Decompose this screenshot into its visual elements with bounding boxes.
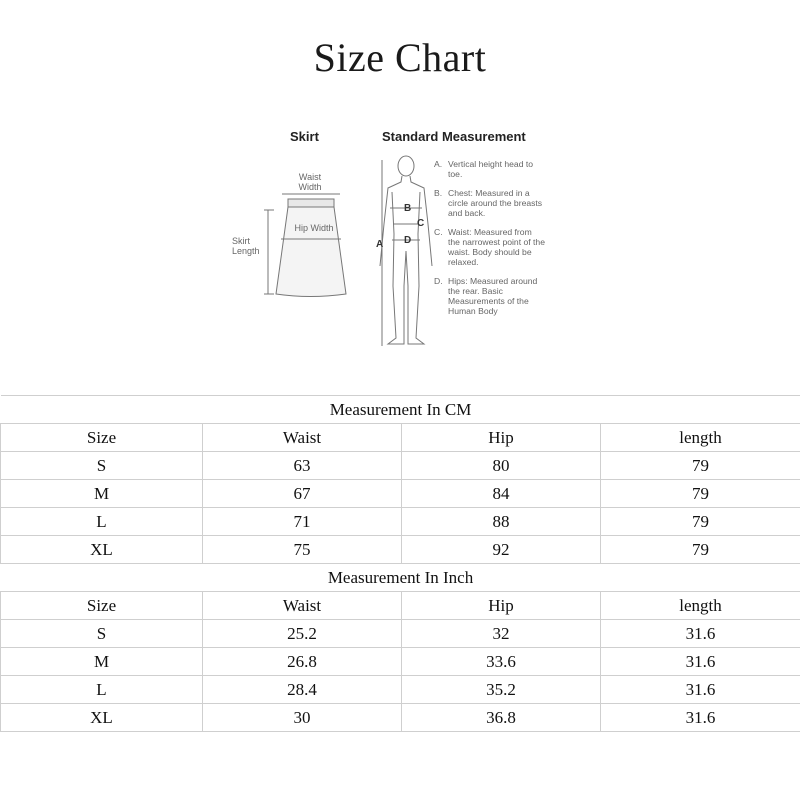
size-cell: XL — [1, 704, 203, 732]
length-cell: 31.6 — [601, 676, 800, 704]
skirt-body-shape — [276, 207, 346, 297]
table-row — [1, 620, 800, 648]
header-length: length — [601, 592, 800, 620]
waist-cell: 63 — [203, 452, 402, 480]
table-row — [1, 676, 800, 704]
header-waist: Waist — [203, 424, 402, 452]
size-tables — [0, 395, 800, 732]
size-cell: XL — [1, 536, 203, 564]
waist-cell: 67 — [203, 480, 402, 508]
letter-d: D — [404, 235, 412, 246]
waist-cell: 30 — [203, 704, 402, 732]
size-cell: S — [1, 452, 203, 480]
skirt-waistband-shape — [288, 199, 334, 207]
measurement-notes — [434, 159, 546, 325]
table-row — [1, 648, 800, 676]
waist-width-label: Waist Width — [298, 172, 322, 192]
letter-a: A — [376, 239, 384, 250]
standard-measurement-heading: Standard Measurement — [382, 129, 526, 144]
skirt-heading: Skirt — [290, 129, 319, 144]
letter-b: B — [404, 203, 412, 214]
header-size: Size — [1, 424, 203, 452]
hip-cell: 92 — [402, 536, 601, 564]
hip-cell: 33.6 — [402, 648, 601, 676]
size-cell: M — [1, 480, 203, 508]
hip-cell: 35.2 — [402, 676, 601, 704]
hip-cell: 36.8 — [402, 704, 601, 732]
letter-c: C — [417, 218, 425, 229]
note-b: B. Chest: Measured in a circle around the breasts and back. — [434, 188, 543, 218]
human-figure-shape — [380, 156, 432, 346]
length-cell: 79 — [601, 480, 800, 508]
measurement-diagram — [228, 126, 548, 354]
size-cell: L — [1, 676, 203, 704]
inch-header-row — [1, 592, 800, 620]
size-cell: S — [1, 620, 203, 648]
table-row — [1, 452, 800, 480]
table-row — [1, 704, 800, 732]
waist-cell: 28.4 — [203, 676, 402, 704]
waist-cell: 75 — [203, 536, 402, 564]
skirt-length-label: Skirt Length — [232, 236, 260, 256]
waist-cell: 26.8 — [203, 648, 402, 676]
length-cell: 31.6 — [601, 620, 800, 648]
waist-cell: 71 — [203, 508, 402, 536]
size-cell: L — [1, 508, 203, 536]
hip-cell: 80 — [402, 452, 601, 480]
length-cell: 31.6 — [601, 704, 800, 732]
header-hip: Hip — [402, 424, 601, 452]
header-size: Size — [1, 592, 203, 620]
length-cell: 79 — [601, 452, 800, 480]
header-length: length — [601, 424, 800, 452]
hip-cell: 32 — [402, 620, 601, 648]
length-cell: 31.6 — [601, 648, 800, 676]
note-c: C. Waist: Measured from the narrowest point of the waist. Body should be relaxed. — [434, 227, 545, 267]
note-d: D. Hips: Measured around the rear. Basic Measurements of the Human Body — [434, 276, 538, 316]
page-title: Size Chart — [313, 35, 487, 80]
inch-table-caption: Measurement In Inch — [1, 564, 800, 592]
hip-cell: 88 — [402, 508, 601, 536]
length-cell: 79 — [601, 536, 800, 564]
hip-cell: 84 — [402, 480, 601, 508]
waist-cell: 25.2 — [203, 620, 402, 648]
length-cell: 79 — [601, 508, 800, 536]
header-hip: Hip — [402, 592, 601, 620]
note-a: A. Vertical height head to toe. — [434, 159, 534, 179]
cm-header-row — [1, 424, 800, 452]
table-row — [1, 480, 800, 508]
size-cell: M — [1, 648, 203, 676]
cm-table — [0, 395, 800, 732]
table-row — [1, 508, 800, 536]
table-row — [1, 536, 800, 564]
hip-width-label: Hip Width — [294, 223, 334, 233]
cm-table-caption: Measurement In CM — [1, 396, 800, 424]
header-waist: Waist — [203, 592, 402, 620]
